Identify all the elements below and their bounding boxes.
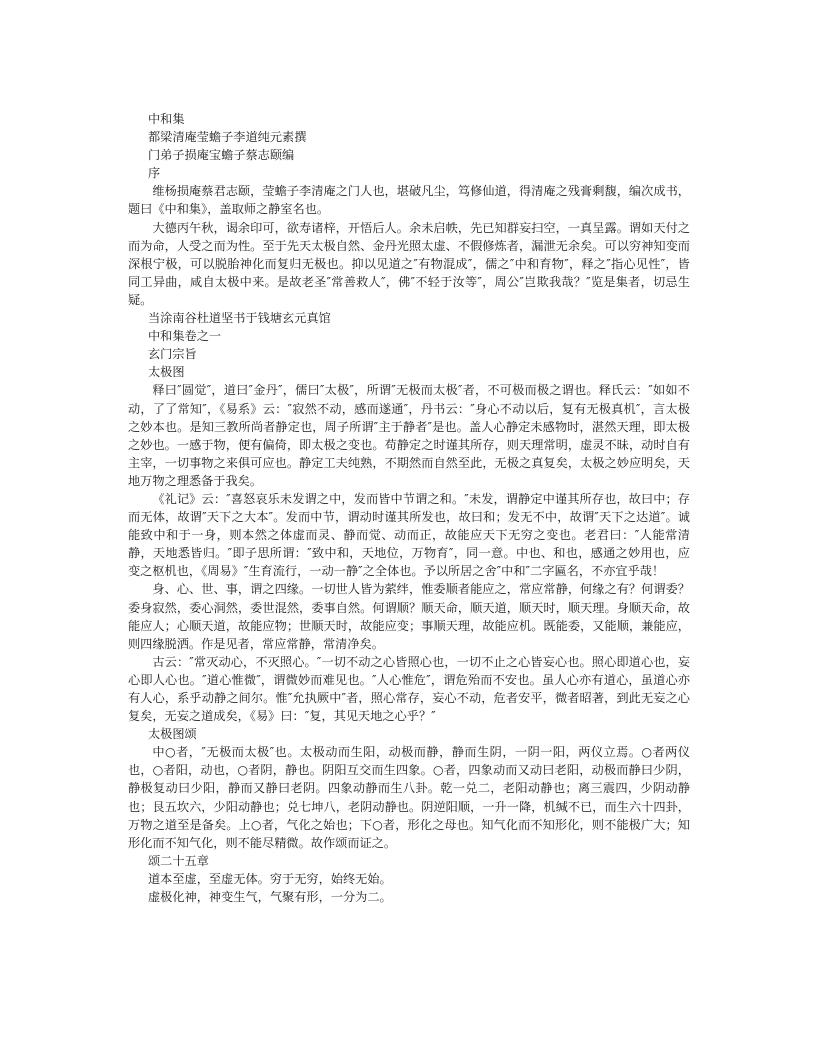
section-heading-taiji-tu-song: 太极图颂 — [148, 727, 197, 742]
taiji-paragraph-2: 《礼记》云：″喜怒哀乐未发谓之中，发而皆中节谓之和。″未发，谓静定中谨其所存也，故曰中；存而无体，故谓″天下之大本″。发而中节，谓动时谨其所发也，故曰和；发无不中，故谓″天下之达道″。诚能致中和于一身，则本然之体虚而灵、静而觉、动而正，故能应天下无穷之变也。老君曰：″人能常清静，天地悉皆归。″即子思所谓：″致中和，天地位，万物育″，同一意。中也、和也，感通之妙用也，应变之枢机也，《周易》″生育流行，一动一静″之全体也。予以所居之舍″中和″二字匾名，不亦宜乎哉！ — [128, 491, 690, 579]
byline-editor: 门弟子损庵宝蟾子蔡志颐编 — [148, 148, 295, 163]
colophon-line: 当涂南谷杜道坚书于钱塘玄元真馆 — [148, 311, 331, 326]
document-title: 中和集 — [148, 112, 185, 126]
document-text-body — [128, 110, 690, 906]
section-heading-taiji-tu: 太极图 — [148, 365, 185, 380]
guyun-paragraph: 古云：″常灭动心，不灭照心。″一切不动之心皆照心也，一切不止之心皆妄心也。照心即道心也，妄心即人心也。″道心惟微″，谓微妙而难见也。″人心惟危″，谓危殆而不安也。虽人心亦有道心，虽道心亦有人心，系乎动静之间尔。惟″允执厥中″者，照心常存，妄心不动，危者安平，微者昭著，到此无妄之心复矣，无妄之道成矣，《易》曰：″复，其见天地之心乎？″ — [128, 654, 690, 724]
preface-paragraph-2: 大德丙午秋，谒余印可，欲寿诸梓，开悟后人。余未启帙，先已知群妄扫空，一真呈露。谓如天付之而为命，人受之而为性。至于先天太极自然、金丹光照太虚、不假修炼者，漏泄无余矣。可以穷神知变而深根宁极，可以脱胎神化而复归无极也。抑以见道之″有物混成″，儒之″中和育物″，释之″指心见性″，皆同工异曲，咸自太极中来。是故老圣″常善救人″，佛″不轻于汝等″，周公″岂欺我哉？″览是集者，切忌生疑。 — [128, 220, 690, 307]
section-heading-song-25-zhang: 颂二十五章 — [148, 853, 209, 868]
taiji-paragraph-1: 释曰″圆觉″，道曰″金丹″，儒曰″太极″，所谓″无极而太极″者，不可极而极之谓也。释氏云：″如如不动，了了常知″，《易系》云：″寂然不动，感而遂通″，丹书云：″身心不动以后，复有无极真机″，言太极之妙本也。是知三教所尚者静定也，周子所谓″主于静者″是也。盖人心静定未感物时，湛然天理，即太极之妙也。一感于物，便有偏倚，即太极之变也。苟静定之时谨其所存，则天理常明，虚灵不昧，动时自有主宰，一切事物之来俱可应也。静定工夫纯熟，不期然而自然至此，无极之真复矣，太极之妙应明矣，天地万物之理悉备于我矣。 — [128, 383, 690, 488]
preface-paragraph-1: 维杨损庵蔡君志颐，莹蟾子李清庵之门人也，堪破凡尘，笃修仙道，得清庵之残膏剩馥，编次成书，题曰《中和集》，盖取师之静室名也。 — [128, 184, 690, 217]
song-verse-line-1: 道本至虚，至虚无体。穷于无穷，始终无始。 — [148, 871, 392, 886]
section-heading-xuanmen-zongzhi: 玄门宗旨 — [148, 347, 197, 362]
byline-author: 都梁清庵莹蟾子李道纯元素撰 — [148, 130, 307, 145]
song-verse-line-2: 虚极化神，神变生气，气聚有形，一分为二。 — [148, 890, 392, 905]
taiji-song-paragraph: 中○者，″无极而太极″也。太极动而生阳，动极而静，静而生阴，一阴一阳，两仪立焉。○者两仪也，○者阳，动也，○者阴，静也。阴阳互交而生四象。○者，四象动而又动曰老阳，动极而静曰少阴，静极复动曰少阳，静而又静曰老阴。四象动静而生八卦。乾一兑二，老阳动静也；离三震四，少阴动静也；艮五坎六，少阳动静也；兑七坤八，老阴动静也。阴逆阳顺，一升一降，机缄不已，而生六十四卦，万物之道至是备矣。上○者，气化之始也；下○者，形化之母也。知气化而不知形化，则不能极广大；知形化而不知气化，则不能尽精微。故作颂而证之。 — [128, 745, 690, 850]
volume-heading: 中和集卷之一 — [148, 329, 222, 344]
siyuan-paragraph: 身、心、世、事，谓之四缘。一切世人皆为萦绊，惟委顺者能应之，常应常静，何缘之有？何谓委？委身寂然，委心洞然，委世混然，委事自然。何谓顺？顺天命，顺天道，顺天时，顺天理。身顺天命，故能应人；心顺天道，故能应物；世顺天时，故能应变；事顺天理，故能应机。既能委，又能顺，兼能应，则四缘脱洒。作是见者，常应常静，常清净矣。 — [128, 582, 690, 651]
preface-heading: 序 — [148, 166, 161, 181]
